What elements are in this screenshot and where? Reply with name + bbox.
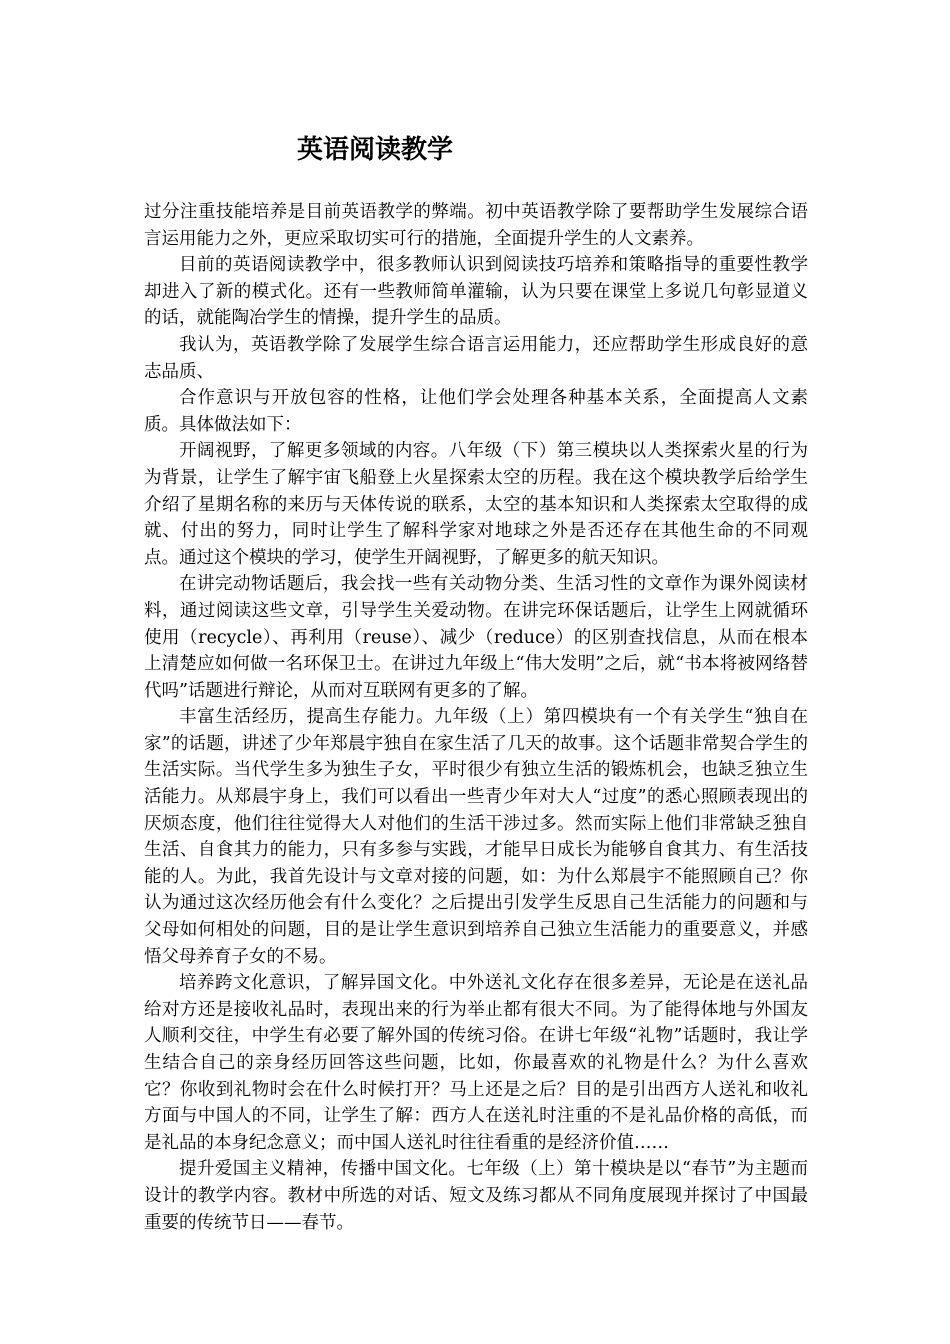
paragraph: 开阔视野，了解更多领域的内容。八年级（下）第三模块以人类探索火星的行为为背景，让学生了解宇宙飞船登上火星探索太空的历程。我在这个模块教学后给学生介绍了星期名称的来历与天体传说的联系，太空的基本知识和人类探索太空取得的成就、付出的努力，同时让学生了解科学家对地球之外是否还存在其他生命的不同观点。通过这个模块的学习，使学生开阔视野，了解更多的航天知识。	[144, 441, 808, 568]
paragraph: 提升爱国主义精神，传播中国文化。七年级（上）第十模块是以“春节”为主题而设计的教学内容。教材中所选的对话、短文及练习都从不同角度展现并探讨了中国最重要的传统节日——春节。	[144, 1159, 808, 1233]
page-title: 英语阅读教学	[296, 135, 453, 165]
document-body	[144, 199, 808, 1236]
paragraph: 我认为，英语教学除了发展学生综合语言运用能力，还应帮助学生形成良好的意志品质、	[144, 334, 808, 382]
paragraph: 过分注重技能培养是目前英语教学的弊端。初中英语教学除了要帮助学生发展综合语言运用能力之外，更应采取切实可行的措施，全面提升学生的人文素养。	[144, 202, 808, 249]
paragraph: 培养跨文化意识，了解异国文化。中外送礼文化存在很多差异，无论是在送礼品给对方还是接收礼品时，表现出来的行为举止都有很大不同。为了能得体地与外国友人顺利交往，中学生有必要了解外国的传统习俗。在讲七年级“礼物”话题时，我让学生结合自己的亲身经历回答这些问题，比如，你最喜欢的礼物是什么？为什么喜欢它？你收到礼物时会在什么时候打开？马上还是之后？目的是引出西方人送礼和收礼方面与中国人的不同，让学生了解：西方人在送礼时注重的不是礼品价格的高低，而是礼品的本身纪念意义；而中国人送礼时往往看重的是经济价值……	[144, 973, 808, 1153]
paragraph: 丰富生活经历，提高生存能力。九年级（上）第四模块有一个有关学生“独自在家”的话题，讲述了少年郑晨宇独自在家生活了几天的故事。这个话题非常契合学生的生活实际。当代学生多为独生子女，平时很少有独立生活的锻炼机会，也缺乏独立生活能力。从郑晨宇身上，我们可以看出一些青少年对大人“过度”的悉心照顾表现出的厌烦态度，他们往往觉得大人对他们的生活干涉过多。然而实际上他们非常缺乏独自生活、自食其力的能力，只有多参与实践，才能早日成长为能够自食其力、有生活技能的人。为此，我首先设计与文章对接的问题，如：为什么郑晨宇不能照顾自己？你认为通过这次经历他会有什么变化？之后提出引发学生反思自己生活能力的问题和与父母如何相处的问题，目的是让学生意识到培养自己独立生活能力的重要意义，并感悟父母养育子女的不易。	[144, 707, 808, 967]
paragraph: 合作意识与开放包容的性格，让他们学会处理各种基本关系，全面提高人文素质。具体做法如下：	[144, 388, 808, 435]
paragraph: 目前的英语阅读教学中，很多教师认识到阅读技巧培养和策略指导的重要性教学却进入了新的模式化。还有一些教师简单灌输，认为只要在课堂上多说几句彰显道义的话，就能陶冶学生的情操，提升学生的品质。	[144, 255, 808, 329]
paragraph: 在讲完动物话题后，我会找一些有关动物分类、生活习性的文章作为课外阅读材料，通过阅读这些文章，引导学生关爱动物。在讲完环保话题后，让学生上网就循环使用（recycle）、再利用（reuse）、减少（reduce）的区别查找信息，从而在根本上清楚应如何做一名环保卫士。在讲过九年级上“伟大发明”之后，就“书本将被网络替代吗”话题进行辩论，从而对互联网有更多的了解。	[144, 574, 808, 701]
